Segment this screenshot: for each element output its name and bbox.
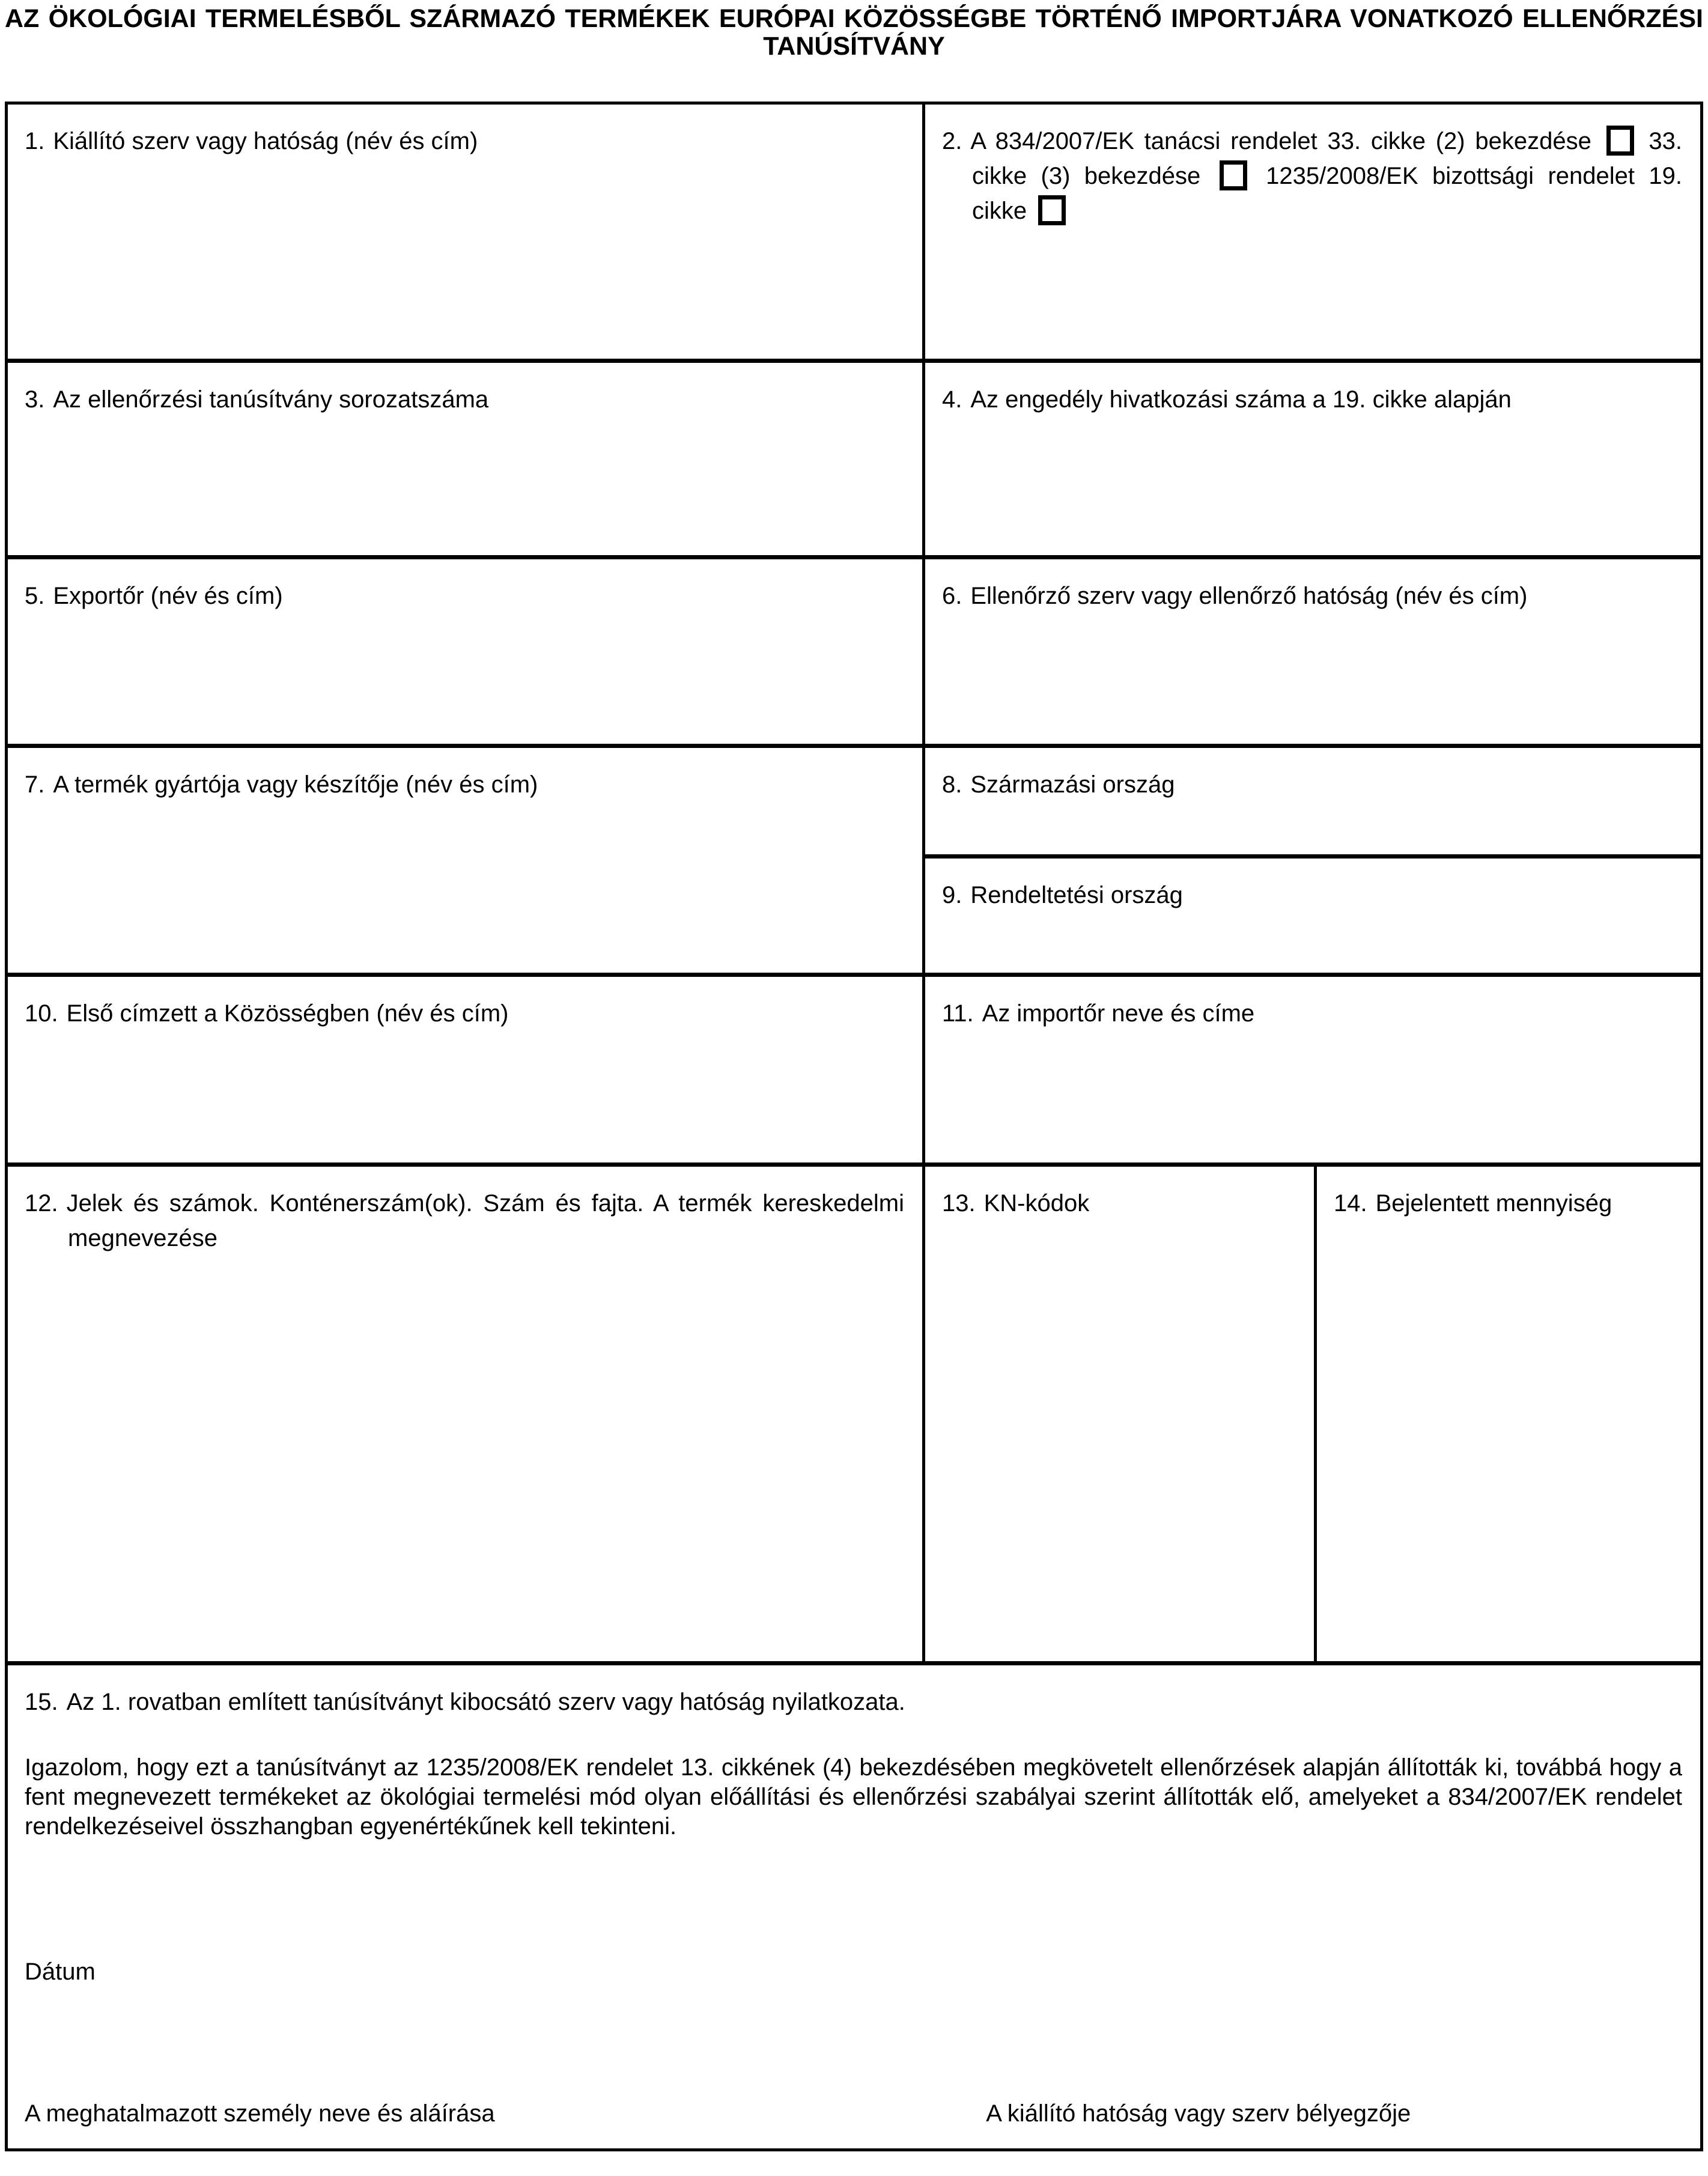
field-1-issuing-body-cell (8, 105, 922, 363)
field-12-label (25, 1186, 904, 1256)
field-number: 6. (942, 582, 962, 609)
field-14-declared-quantity-cell (1314, 1167, 1700, 1665)
field-13-cn-codes-cell (922, 1167, 1314, 1665)
field-label-text: Exportőr (név és cím) (53, 582, 283, 609)
page-title (5, 5, 1703, 61)
article-33-3-checkbox[interactable] (1220, 160, 1247, 190)
field-7-producer-cell (8, 748, 922, 977)
field-label-text: Származási ország (970, 771, 1175, 798)
field-label-text: Az engedély hivatkozási száma a 19. cikke alapján (970, 386, 1512, 413)
field-label-text: Jelek és számok. Konténerszám(ok). Szám és fajta. A termék kereskedelmi megnevezése (66, 1190, 904, 1251)
issuing-authority-stamp-label: A kiállító hatóság vagy szerv bélyegzője (986, 2100, 1411, 2127)
field-8-label (942, 767, 1682, 802)
field-label-text: Az importőr neve és címe (982, 1000, 1255, 1027)
date-label: Dátum (25, 1959, 96, 1986)
field-3-label (25, 382, 904, 417)
field-number: 2. (942, 127, 962, 154)
field-label-text: 1235/2008/EK bizottsági rendelet 19. cikke (972, 162, 1682, 224)
field-label-text: A termék gyártója vagy készítője (név és cím) (53, 771, 538, 798)
field-number: 8. (942, 771, 962, 798)
field-15-label (25, 1685, 1682, 1719)
field-number: 4. (942, 386, 962, 413)
field-4-label (942, 382, 1682, 417)
certificate-form (5, 102, 1703, 2151)
field-5-exporter-cell (8, 559, 922, 748)
page-title-line-2: TANÚSÍTVÁNY (763, 32, 945, 61)
field-label-text: Bejelentett mennyiség (1375, 1190, 1612, 1217)
field-8-country-of-origin-cell (922, 748, 1700, 859)
field-number: 5. (25, 582, 45, 609)
field-label-text: 33. cikke (3) bekezdése (972, 127, 1682, 189)
field-number: 11. (942, 1000, 974, 1027)
field-label-text: KN-kódok (983, 1190, 1090, 1217)
field-number: 12. (25, 1190, 58, 1217)
field-2-label (942, 124, 1682, 228)
field-6-label (942, 579, 1682, 613)
field-9-label (942, 878, 1682, 913)
article-33-2-checkbox[interactable] (1606, 126, 1634, 156)
field-4-authorisation-reference-cell (922, 363, 1700, 559)
field-number: 9. (942, 881, 962, 908)
field-5-label (25, 579, 904, 613)
field-number: 3. (25, 386, 45, 413)
field-6-control-body-cell (922, 559, 1700, 748)
field-number: 7. (25, 771, 45, 798)
field-label-text: Ellenőrző szerv vagy ellenőrző hatóság (név és cím) (970, 582, 1528, 609)
field-number: 13. (942, 1190, 976, 1217)
field-12-marks-and-numbers-cell (8, 1167, 922, 1665)
field-2-regulation-reference-cell (922, 105, 1700, 363)
field-1-label (25, 124, 904, 159)
article-19-checkbox[interactable] (1038, 195, 1066, 225)
field-10-label (25, 996, 904, 1031)
field-7-label (25, 767, 904, 802)
field-label-text: Első címzett a Közösségben (név és cím) (66, 1000, 509, 1027)
field-10-first-consignee-cell (8, 977, 922, 1167)
field-label-text: Az 1. rovatban említett tanúsítványt kibocsátó szerv vagy hatóság nyilatkozata. (66, 1688, 905, 1715)
field-label-text: Az ellenőrzési tanúsítvány sorozatszáma (53, 386, 489, 413)
field-11-label (942, 996, 1682, 1031)
field-label-text: Kiállító szerv vagy hatóság (név és cím) (53, 127, 478, 154)
page-title-line-1: AZ ÖKOLÓGIAI TERMELÉSBŐL SZÁRMAZÓ TERMÉKEK EURÓPAI KÖZÖSSÉGBE TÖRTÉNŐ IMPORTJÁRA VONATKOZÓ ELLENŐRZÉSI (5, 4, 1703, 33)
field-15-declaration-cell (8, 1665, 1700, 2148)
field-number: 10. (25, 1000, 58, 1027)
field-14-label (1334, 1186, 1682, 1221)
field-number: 14. (1334, 1190, 1367, 1217)
declaration-statement: Igazolom, hogy ezt a tanúsítványt az 1235/2008/EK rendelet 13. cikkének (4) bekezdésében megkövetelt ellenőrzések alapján állították ki, továbbá hogy a fent megnevezett termékeket az ökológiai termelési mód olyan előállítási és ellenőrzési szabályai szerint állították elő, amelyeket a 834/2007/EK rendelet rendelkezéseivel összhangban egyenértékűnek kell tekinteni. (25, 1754, 1682, 1840)
field-13-label (942, 1186, 1296, 1221)
field-11-importer-cell (922, 977, 1700, 1167)
field-9-country-of-destination-cell (922, 859, 1700, 977)
field-number: 1. (25, 127, 45, 154)
signature-row (25, 2096, 1682, 2131)
authorised-person-signature-label: A meghatalmazott személy neve és aláírása (25, 2100, 495, 2127)
field-number: 15. (25, 1688, 58, 1715)
field-label-text: A 834/2007/EK tanácsi rendelet 33. cikke (2) bekezdése (970, 127, 1591, 154)
field-3-certificate-serial-number-cell (8, 363, 922, 559)
field-label-text: Rendeltetési ország (970, 881, 1183, 908)
